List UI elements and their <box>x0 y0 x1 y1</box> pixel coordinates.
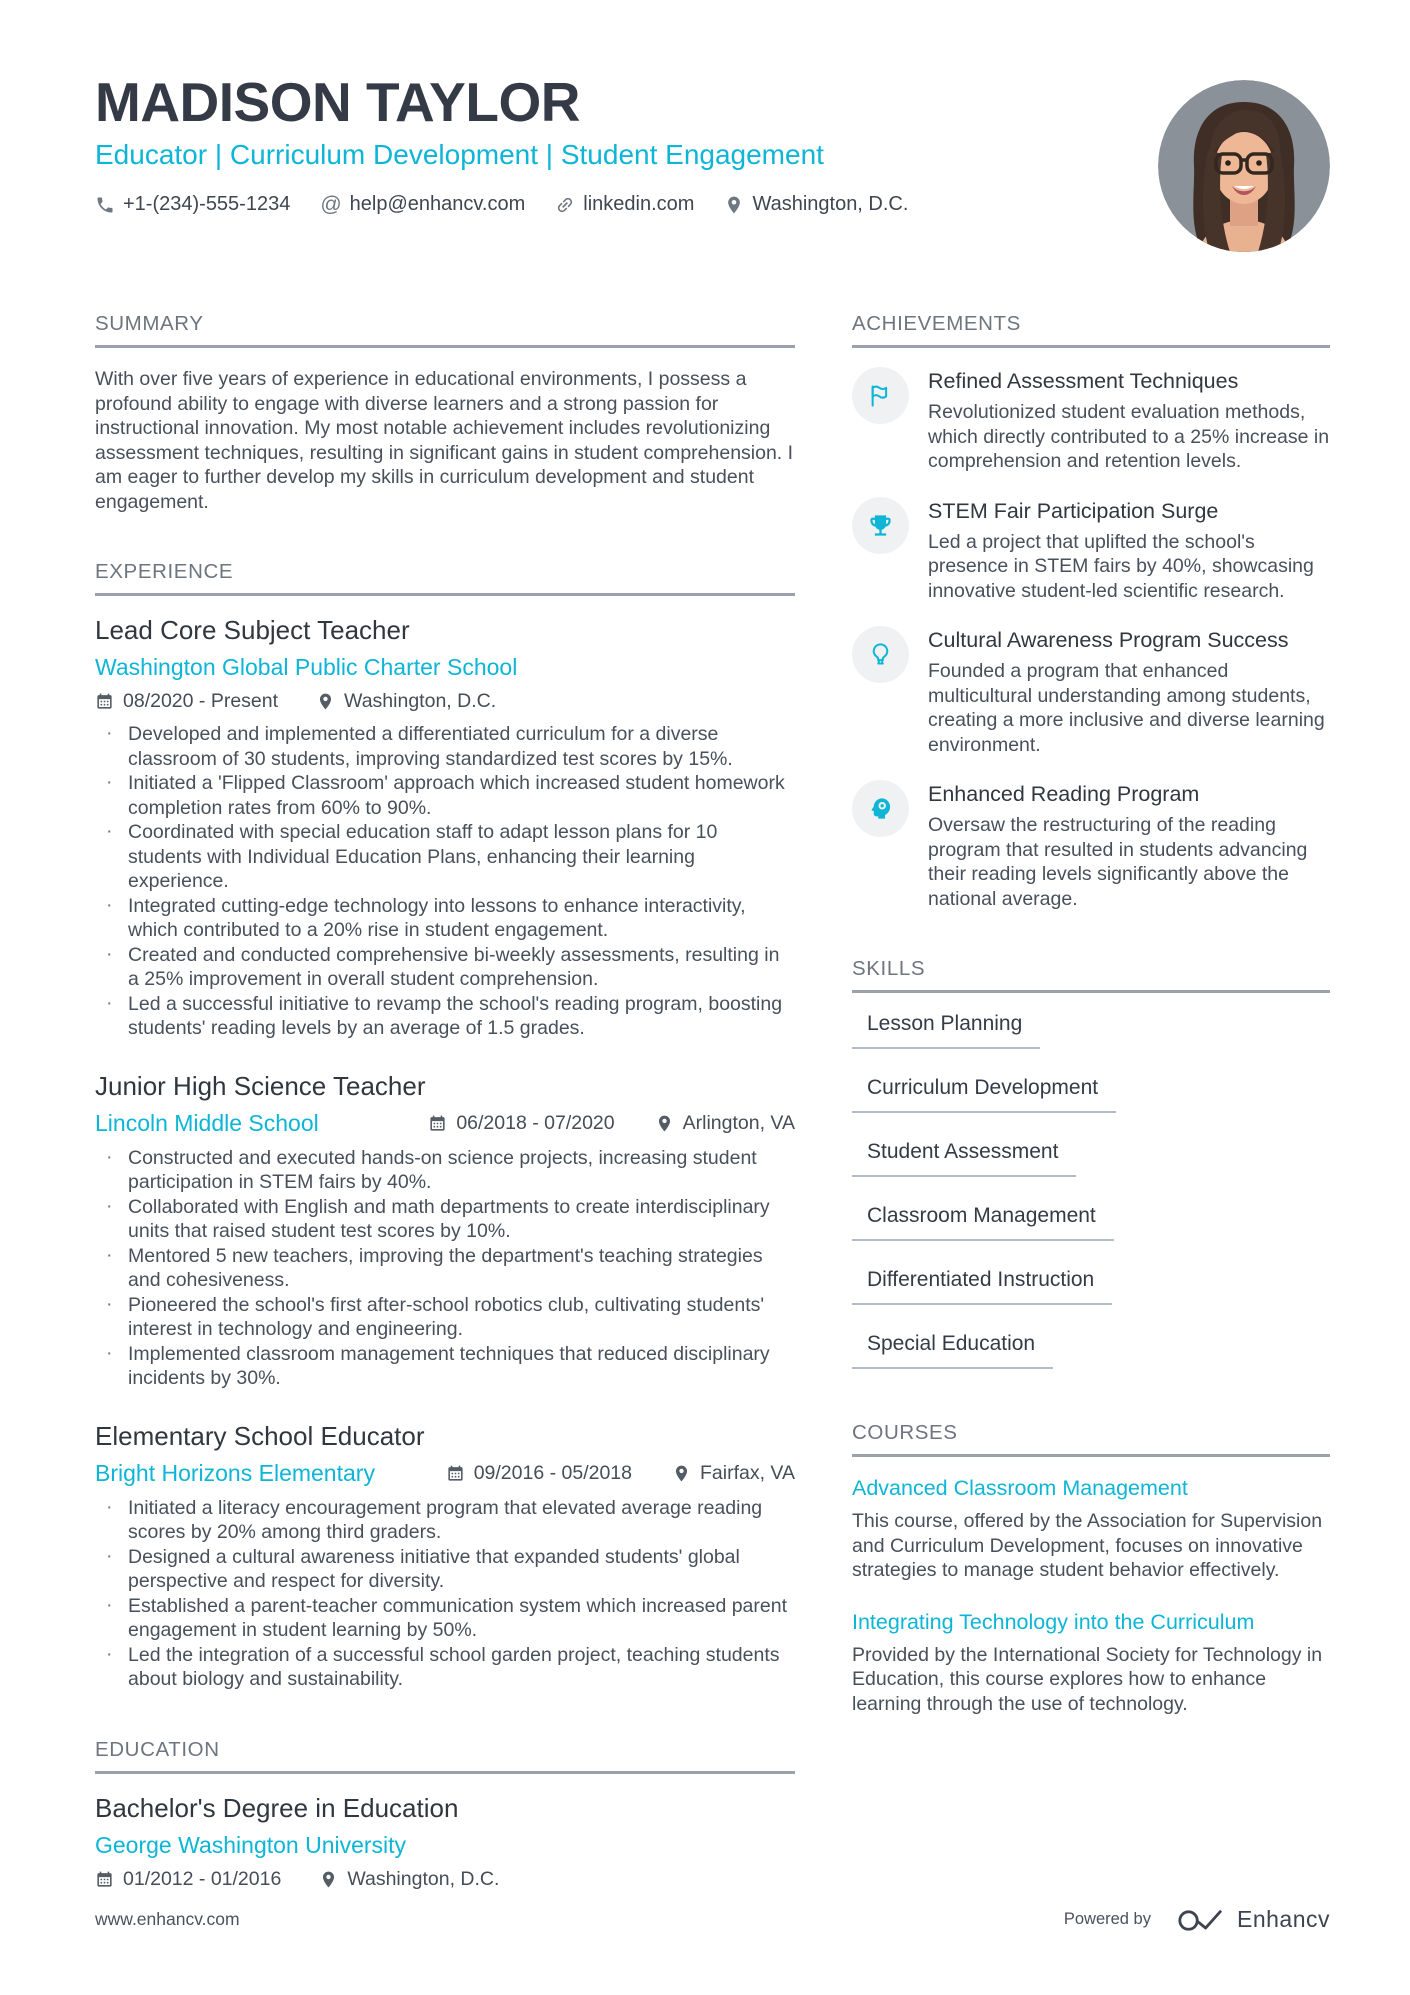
education-heading: EDUCATION <box>95 1738 795 1774</box>
degree-title: Bachelor's Degree in Education <box>95 1792 459 1823</box>
achievement-title: STEM Fair Participation Surge <box>928 498 1219 523</box>
header-text <box>95 71 909 217</box>
job-location <box>672 1462 795 1485</box>
pin-icon <box>724 195 744 215</box>
course-item <box>852 1476 1330 1583</box>
head-icon <box>852 780 909 837</box>
achievement-text: Led a project that uplifted the school's presence in STEM fairs by 40%, showcasing innovative student-led scientific research. <box>928 530 1314 602</box>
job-date <box>446 1462 632 1485</box>
achievement-item <box>852 367 1330 474</box>
bullet-item: · Coordinated with special education staff to adapt lesson plans for 10 students with Individual Education Plans, enhancing their learning experience. <box>95 820 795 894</box>
job-meta-row <box>95 690 795 713</box>
job-bullets <box>95 722 795 1041</box>
skill-item: Differentiated Instruction <box>852 1268 1112 1305</box>
job-bullets <box>95 1496 795 1692</box>
contact-email[interactable] <box>320 193 525 216</box>
skill-item: Special Education <box>852 1332 1053 1369</box>
job-date-value: 09/2016 - 05/2018 <box>473 1461 632 1484</box>
phone-icon <box>95 195 115 215</box>
experience-section <box>95 560 795 1692</box>
achievement-text: Revolutionized student evaluation methods, which directly contributed to a 25% increase in comprehension and retention levels. <box>928 401 1330 472</box>
course-text: This course, offered by the Association for Supervision and Curriculum Development, focuses on innovative strategies to manage student behavior effectively. <box>852 1510 1323 1581</box>
summary-text: With over five years of experience in educational environments, I possess a profound ability to engage with diverse learners and a strong passion for instructional innovation. My most notable achievement includes revolutionizing assessment techniques, resulting in significant gains in student comprehension. I am eager to further develop my skills in curriculum development and student engagement. <box>95 368 794 513</box>
bullet-item: · Collaborated with English and math departments to create interdisciplinary units that raised student test scores by 10%. <box>95 1195 795 1244</box>
achievement-title: Enhanced Reading Program <box>928 782 1200 806</box>
pin-icon <box>655 1114 674 1133</box>
achievement-title: Cultural Awareness Program Success <box>928 628 1289 652</box>
avatar-illustration <box>1158 80 1330 252</box>
job-entry <box>95 1421 795 1692</box>
school-name: George Washington University <box>95 1831 407 1858</box>
course-item <box>852 1610 1330 1717</box>
course-title: Advanced Classroom Management <box>852 1476 1188 1500</box>
contact-phone-value: +1-(234)-555-1234 <box>123 193 291 216</box>
job-title: Junior High Science Teacher <box>95 1070 426 1101</box>
powered-by-label: Powered by <box>1063 1910 1151 1928</box>
job-bullets <box>95 1146 795 1391</box>
achievement-item <box>852 780 1330 911</box>
course-text: Provided by the International Society for Technology in Education, this course explores how to enhance learning through the use of technology. <box>852 1643 1323 1715</box>
achievement-text: Founded a program that enhanced multicultural understanding among students, creating a more inclusive and diverse learning environment. <box>928 660 1325 756</box>
job-location-value: Washington, D.C. <box>344 690 497 712</box>
bullet-item: · Constructed and executed hands-on science projects, increasing student participation in STEM fairs by 40%. <box>95 1146 795 1195</box>
job-date-value: 08/2020 - Present <box>123 690 279 712</box>
calendar-icon <box>428 1114 447 1133</box>
job-date <box>428 1112 614 1135</box>
courses-heading: COURSES <box>852 1421 1330 1457</box>
bullet-item: · Initiated a 'Flipped Classroom' approach which increased student homework completion rates from 60% to 90%. <box>95 771 795 820</box>
right-column <box>852 312 1330 1762</box>
course-title: Integrating Technology into the Curriculum <box>852 1609 1255 1634</box>
pin-icon <box>672 1464 691 1483</box>
achievements-heading: ACHIEVEMENTS <box>852 312 1330 348</box>
skill-item: Classroom Management <box>852 1204 1114 1241</box>
bullet-item: · Designed a cultural awareness initiative that expanded students' global perspective and respect for diversity. <box>95 1545 795 1594</box>
job-title: Elementary School Educator <box>95 1420 425 1451</box>
job-location-value: Arlington, VA <box>682 1111 795 1134</box>
job-location <box>655 1112 795 1135</box>
job-entry <box>95 615 795 1041</box>
contact-location-value: Washington, D.C. <box>752 193 909 216</box>
contact-location <box>724 193 908 216</box>
bullet-item: · Implemented classroom management techniques that reduced disciplinary incidents by 30%. <box>95 1342 795 1391</box>
header <box>0 0 1410 252</box>
skill-item: Lesson Planning <box>852 1012 1040 1049</box>
education-date <box>95 1868 281 1891</box>
education-meta-row <box>95 1868 795 1891</box>
pin-icon <box>316 692 335 711</box>
bullet-item: · Created and conducted comprehensive bi-weekly assessments, resulting in a 25% improvement in overall student comprehension. <box>95 943 795 992</box>
summary-section <box>95 312 795 514</box>
skill-item: Curriculum Development <box>852 1076 1116 1113</box>
achievements-section <box>852 312 1330 911</box>
contact-row <box>95 193 908 216</box>
bullet-item: · Developed and implemented a differentiated curriculum for a diverse classroom of 30 students, improving standardized test scores by 15%. <box>95 722 795 771</box>
job-company-line <box>95 1460 795 1487</box>
flag-icon <box>852 367 909 424</box>
pin-icon <box>319 1870 338 1889</box>
summary-heading: SUMMARY <box>95 312 795 348</box>
skill-item: Student Assessment <box>852 1140 1076 1177</box>
job-company-line <box>95 1110 795 1137</box>
experience-heading: EXPERIENCE <box>95 560 795 596</box>
calendar-icon <box>95 692 114 711</box>
trophy-icon <box>852 497 909 554</box>
job-company: Bright Horizons Elementary <box>95 1459 375 1486</box>
brand-name: Enhancv <box>1236 1906 1330 1932</box>
avatar <box>1158 80 1330 252</box>
skills-section <box>852 957 1330 1369</box>
job-date <box>95 690 278 713</box>
footer <box>95 1906 1330 1933</box>
contact-phone <box>95 193 290 216</box>
bullet-item: · Pioneered the school's first after-school robotics club, cultivating students' interest in technology and engineering. <box>95 1293 795 1342</box>
achievement-text: Oversaw the restructuring of the reading program that resulted in students advancing their reading levels significantly above the national average. <box>928 814 1308 910</box>
contact-link-value: linkedin.com <box>583 193 695 216</box>
link-icon <box>555 195 575 215</box>
person-title: Educator | Curriculum Development | Student Engagement <box>95 139 824 171</box>
left-column <box>95 312 795 1937</box>
bullet-item: · Led a successful initiative to revamp the school's reading program, boosting students' reading levels by an average of 1.5 grades. <box>95 992 795 1041</box>
education-location-value: Washington, D.C. <box>347 1867 500 1890</box>
bullet-item: · Established a parent-teacher communication system which increased parent engagement in student learning by 50%. <box>95 1594 795 1643</box>
enhancv-logo <box>1177 1906 1225 1933</box>
job-title: Lead Core Subject Teacher <box>95 615 410 645</box>
job-company: Washington Global Public Charter School <box>95 654 518 680</box>
job-company: Lincoln Middle School <box>95 1109 319 1136</box>
bullet-item: · Integrated cutting-edge technology into lessons to enhance interactivity, which contributed to a 20% rise in student engagement. <box>95 894 795 943</box>
education-section <box>95 1738 795 1891</box>
at-icon: @ <box>320 193 342 217</box>
skills-heading: SKILLS <box>852 957 1330 993</box>
job-entry <box>95 1071 795 1391</box>
person-name: MADISON TAYLOR <box>95 71 580 133</box>
contact-link[interactable] <box>555 193 694 216</box>
job-location <box>316 690 496 713</box>
calendar-icon <box>446 1464 465 1483</box>
contact-email-value: help@enhancv.com <box>349 193 526 216</box>
job-location-value: Fairfax, VA <box>700 1461 795 1484</box>
achievement-item <box>852 626 1330 757</box>
courses-section <box>852 1421 1330 1716</box>
bullet-item: · Initiated a literacy encouragement program that elevated average reading scores by 20% among third graders. <box>95 1496 795 1545</box>
achievement-title: Refined Assessment Techniques <box>928 369 1239 393</box>
content-columns <box>0 312 1410 1937</box>
lightbulb-icon <box>852 626 909 683</box>
footer-url[interactable]: www.enhancv.com <box>95 1909 240 1929</box>
achievement-item <box>852 497 1330 604</box>
bullet-item: · Led the integration of a successful school garden project, teaching students about biology and sustainability. <box>95 1643 795 1692</box>
bullet-item: · Mentored 5 new teachers, improving the department's teaching strategies and cohesiveness. <box>95 1244 795 1293</box>
job-date-value: 06/2018 - 07/2020 <box>456 1111 615 1134</box>
calendar-icon <box>95 1870 114 1889</box>
education-date-value: 01/2012 - 01/2016 <box>123 1867 282 1890</box>
education-location <box>319 1868 499 1891</box>
powered-by <box>1064 1906 1330 1933</box>
